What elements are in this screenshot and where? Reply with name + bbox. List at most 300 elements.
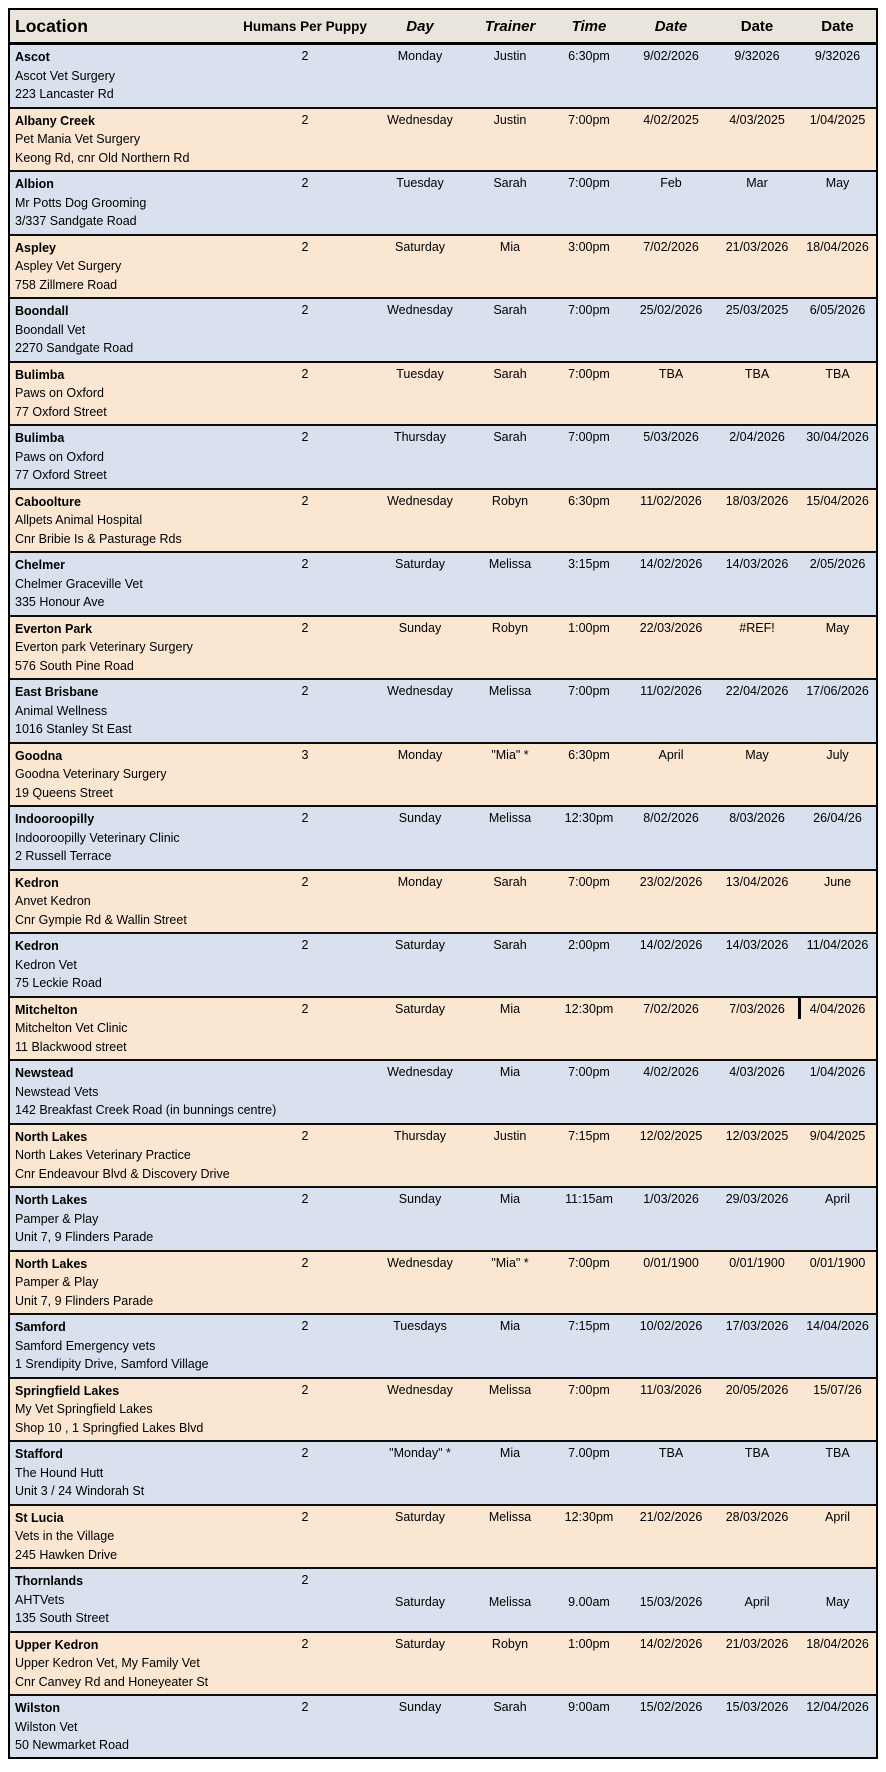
humans-per-puppy-value: 2: [301, 1255, 309, 1270]
day-value: Saturday: [394, 239, 446, 254]
table-row: [10, 1506, 876, 1570]
location-name: Samford: [15, 1320, 66, 1334]
time-value: 9.00am: [568, 1595, 610, 1609]
location-venue: Vets in the Village: [15, 1529, 115, 1543]
date-2-value: 28/03/2026: [725, 1509, 789, 1524]
location-name: Albion: [15, 177, 54, 191]
location-address: 11 Blackwood street: [15, 1039, 127, 1054]
location-name: Kedron: [15, 939, 59, 953]
location-venue: Pamper & Play: [15, 1211, 99, 1226]
date-2-value: #REF!: [739, 620, 775, 635]
location-cell: [10, 426, 240, 488]
location-name: North Lakes: [15, 1256, 88, 1271]
humans-per-puppy-value: 2: [301, 430, 309, 444]
location-cell: [10, 1188, 240, 1250]
date-2-value: 14/03/2026: [725, 557, 789, 571]
day-value: Thursday: [393, 1128, 447, 1143]
location-address: 1 Srendipity Drive, Samford Village: [15, 1357, 209, 1371]
table-row: [10, 1315, 876, 1379]
date-3-value: 15/04/2026: [806, 493, 869, 508]
location-cell: [10, 172, 240, 234]
date-3-value: 17/06/2026: [806, 684, 869, 698]
date-3-value: July: [826, 747, 849, 762]
humans-per-puppy-value: 2: [301, 811, 309, 825]
date-1-value: 4/02/2026: [643, 1065, 699, 1079]
trainer-value: Justin: [493, 1128, 527, 1143]
table-row: [10, 490, 876, 554]
humans-per-puppy-value: 2: [301, 112, 309, 127]
date-2-value: 2/04/2026: [729, 430, 785, 444]
day-value: "Monday" *: [389, 1446, 451, 1460]
time-value: 3:00pm: [568, 239, 610, 254]
trainer-value: Mia: [499, 1001, 521, 1016]
date-2-value: 9/32026: [734, 49, 780, 63]
location-cell: [10, 109, 240, 171]
location-venue: Animal Wellness: [15, 703, 108, 718]
table-row: [10, 1061, 876, 1125]
location-venue: AHTVets: [15, 1592, 65, 1607]
table-row: [10, 744, 876, 808]
humans-per-puppy-value: 2: [301, 557, 309, 571]
date-1-value: 21/02/2026: [639, 1509, 703, 1524]
date-2-value: 18/03/2026: [725, 493, 789, 508]
location-venue: Wilston Vet: [15, 1719, 78, 1734]
location-name: Springfield Lakes: [15, 1383, 120, 1398]
date-3-value: May: [825, 176, 850, 190]
humans-per-puppy-value: 2: [301, 1509, 309, 1524]
location-cell: [10, 1442, 240, 1504]
location-cell: [10, 1252, 240, 1314]
date-3-value: 9/04/2025: [809, 1128, 866, 1143]
location-name: Newstead: [15, 1066, 74, 1080]
location-venue: Ascot Vet Surgery: [15, 68, 116, 83]
location-address: 1016 Stanley St East: [15, 722, 132, 736]
humans-per-puppy-value: 2: [301, 874, 309, 889]
location-address: Unit 7, 9 Flinders Parade: [15, 1293, 154, 1308]
humans-per-puppy-value: 2: [301, 1700, 309, 1714]
location-cell: [10, 236, 240, 298]
location-cell: [10, 998, 240, 1060]
location-cell: [10, 1061, 277, 1123]
location-name: Mitchelton: [15, 1002, 78, 1017]
location-address: 77 Oxford Street: [15, 404, 107, 419]
table-header-row: [10, 10, 876, 45]
date-1-value: 14/02/2026: [639, 557, 703, 571]
trainer-value: Robyn: [491, 620, 529, 635]
humans-per-puppy-value: 2: [301, 493, 309, 508]
time-value: 11:15am: [565, 1192, 613, 1206]
time-value: 7:00pm: [568, 1065, 610, 1079]
date-3-value: May: [825, 1595, 850, 1609]
table-row: [10, 299, 876, 363]
day-value: Wednesday: [387, 1382, 453, 1397]
location-name: Indooroopilly: [15, 812, 95, 826]
date-1-value: 8/02/2026: [643, 811, 699, 825]
time-value: 7.00pm: [568, 1446, 610, 1460]
location-venue: Upper Kedron Vet, My Family Vet: [15, 1656, 200, 1670]
trainer-value: Mia: [499, 1065, 521, 1079]
location-venue: Samford Emergency vets: [15, 1338, 156, 1353]
trainer-value: "Mia" *: [491, 747, 529, 762]
date-3-value: 14/04/2026: [806, 1319, 869, 1333]
location-address: 245 Hawken Drive: [15, 1547, 118, 1562]
date-1-value: 0/01/1900: [643, 1255, 699, 1270]
date-2-value: 0/01/1900: [729, 1255, 785, 1270]
date-3-value: 1/04/2026: [809, 1065, 866, 1079]
location-cell: [10, 1696, 240, 1757]
time-value: 7:00pm: [568, 112, 610, 127]
table-row: [10, 617, 876, 681]
time-value: 7:00pm: [568, 430, 610, 444]
date-2-value: 21/03/2026: [725, 239, 789, 254]
time-value: 12:30pm: [564, 811, 614, 825]
time-value: 7:00pm: [568, 366, 610, 381]
trainer-value: Sarah: [493, 938, 527, 952]
location-cell: [10, 1569, 240, 1631]
table-row: [10, 45, 876, 109]
trainer-value: Sarah: [493, 1700, 527, 1714]
table-row: [10, 236, 876, 300]
humans-per-puppy-value: 2: [301, 176, 309, 190]
date-2-value: 25/03/2025: [725, 303, 789, 317]
humans-per-puppy-value: 2: [301, 239, 309, 254]
table-row: [10, 1696, 876, 1757]
date-1-value: 22/03/2026: [639, 620, 703, 635]
location-cell: [10, 553, 240, 615]
humans-per-puppy-value: 2: [301, 1382, 309, 1397]
table-row: [10, 109, 876, 173]
trainer-value: Robyn: [491, 493, 529, 508]
location-venue: Pamper & Play: [15, 1275, 99, 1289]
puppy-school-schedule-table: [8, 8, 878, 1759]
table-row: [10, 1633, 876, 1697]
humans-per-puppy-value: 2: [301, 1446, 309, 1460]
location-address: 19 Queens Street: [15, 785, 113, 800]
day-value: Monday: [397, 874, 443, 889]
date-2-value: Mar: [746, 176, 768, 190]
day-value: Wednesday: [387, 493, 453, 508]
day-value: Wednesday: [387, 1255, 453, 1270]
col-header-location: Location: [15, 15, 88, 36]
location-venue: Chelmer Graceville Vet: [15, 576, 143, 591]
location-address: 335 Honour Ave: [15, 595, 105, 609]
trainer-value: Melissa: [488, 811, 532, 825]
date-2-value: 20/05/2026: [725, 1382, 789, 1397]
date-3-value: 11/04/2026: [806, 938, 869, 952]
date-3-value: 18/04/2026: [806, 239, 869, 254]
time-value: 6:30pm: [568, 747, 610, 762]
trainer-value: "Mia" *: [491, 1255, 529, 1270]
location-venue: Aspley Vet Surgery: [15, 259, 122, 273]
day-value: Tuesdays: [393, 1319, 447, 1333]
date-1-value: TBA: [658, 366, 684, 381]
location-name: Boondall: [15, 304, 69, 318]
date-3-value: April: [824, 1509, 850, 1524]
location-address: Cnr Endeavour Blvd & Discovery Drive: [15, 1166, 230, 1181]
col-header-date-3: Date: [821, 17, 854, 35]
table-row: [10, 1442, 876, 1506]
date-1-value: 1/03/2026: [643, 1192, 699, 1206]
day-value: Saturday: [394, 1001, 446, 1016]
trainer-value: Mia: [499, 1446, 521, 1460]
location-cell: [10, 934, 240, 996]
date-1-value: 14/02/2026: [639, 1636, 703, 1651]
table-row: [10, 1125, 876, 1189]
time-value: 1:00pm: [568, 620, 610, 635]
date-2-value: May: [745, 747, 769, 762]
location-cell: [10, 744, 240, 806]
location-name: Goodna: [15, 748, 63, 763]
day-value: Saturday: [394, 1595, 446, 1609]
location-venue: Goodna Veterinary Surgery: [15, 767, 167, 781]
date-3-value: 30/04/2026: [806, 430, 869, 444]
date-1-value: 15/03/2026: [639, 1595, 703, 1609]
humans-per-puppy-value: 2: [301, 1636, 309, 1651]
location-address: 142 Breakfast Creek Road (in bunnings centre): [15, 1103, 277, 1117]
location-cell: [10, 45, 240, 107]
date-1-value: 10/02/2026: [639, 1319, 703, 1333]
location-name: North Lakes: [15, 1193, 88, 1207]
col-header-day: Day: [406, 17, 434, 35]
trainer-value: Mia: [499, 239, 521, 254]
location-venue: Mitchelton Vet Clinic: [15, 1021, 128, 1035]
date-1-value: 5/03/2026: [643, 430, 699, 444]
location-address: Unit 3 / 24 Windorah St: [15, 1484, 145, 1498]
date-3-value: 18/04/2026: [806, 1636, 869, 1651]
day-value: Monday: [397, 747, 443, 762]
date-1-value: 14/02/2026: [639, 938, 703, 952]
time-value: 9:00am: [568, 1700, 610, 1714]
day-value: Saturday: [394, 1509, 446, 1524]
trainer-value: Melissa: [488, 1595, 532, 1609]
date-2-value: 29/03/2026: [725, 1192, 789, 1206]
location-name: Wilston: [15, 1701, 61, 1715]
date-3-value: 26/04/26: [813, 811, 862, 825]
day-value: Sunday: [398, 811, 442, 825]
date-2-value: 7/03/2026: [729, 1001, 785, 1016]
date-2-value: 15/03/2026: [725, 1700, 789, 1714]
table-row: [10, 1569, 876, 1633]
location-cell: [10, 617, 240, 679]
location-address: Cnr Canvey Rd and Honeyeater St: [15, 1674, 209, 1689]
day-value: Saturday: [394, 557, 446, 571]
col-header-time: Time: [571, 17, 607, 35]
humans-per-puppy-value: 2: [301, 49, 309, 63]
time-value: 7:00pm: [568, 684, 610, 698]
location-name: Kedron: [15, 875, 59, 890]
time-value: 7:00pm: [568, 1255, 610, 1270]
day-value: Monday: [397, 49, 443, 63]
location-cell: [10, 1379, 240, 1441]
date-3-value: 2/05/2026: [809, 557, 866, 571]
date-2-value: 14/03/2026: [725, 938, 789, 952]
date-1-value: 15/02/2026: [639, 1700, 703, 1714]
location-address: 576 South Pine Road: [15, 658, 134, 673]
date-2-value: 22/04/2026: [725, 684, 789, 698]
location-name: Ascot: [15, 50, 50, 64]
time-value: 7:15pm: [568, 1319, 610, 1333]
date-3-value: 0/01/1900: [809, 1255, 866, 1270]
location-address: Cnr Bribie Is & Pasturage Rds: [15, 531, 182, 546]
location-address: Cnr Gympie Rd & Wallin Street: [15, 912, 187, 927]
trainer-value: Justin: [493, 49, 527, 63]
location-name: North Lakes: [15, 1129, 88, 1144]
time-value: 7:00pm: [568, 1382, 610, 1397]
day-value: Saturday: [394, 938, 446, 952]
time-value: 12:30pm: [564, 1509, 614, 1524]
location-cell: [10, 680, 240, 742]
day-value: Thursday: [393, 430, 447, 444]
day-value: Wednesday: [387, 303, 453, 317]
time-value: 7:00pm: [568, 176, 610, 190]
date-2-value: 4/03/2026: [729, 1065, 785, 1079]
location-address: 2270 Sandgate Road: [15, 341, 134, 355]
col-header-humans-per-puppy: Humans Per Puppy: [243, 18, 367, 34]
humans-per-puppy-value: 2: [301, 1319, 309, 1333]
location-name: Albany Creek: [15, 113, 95, 128]
day-value: Wednesday: [387, 112, 453, 127]
location-venue: My Vet Springfield Lakes: [15, 1402, 153, 1416]
time-value: 7:00pm: [568, 303, 610, 317]
table-row: [10, 553, 876, 617]
location-address: 223 Lancaster Rd: [15, 87, 114, 101]
date-3-value: TBA: [825, 366, 850, 381]
trainer-value: Sarah: [493, 366, 527, 381]
location-venue: Paws on Oxford: [15, 386, 104, 400]
time-value: 7:15pm: [568, 1128, 610, 1143]
table-body: [10, 45, 876, 1757]
humans-per-puppy-value: 2: [301, 1573, 309, 1587]
date-3-value: 6/05/2026: [809, 303, 866, 317]
trainer-value: Sarah: [493, 176, 527, 190]
date-1-value: 11/02/2026: [640, 684, 702, 698]
day-value: Saturday: [394, 1636, 446, 1651]
location-venue: Boondall Vet: [15, 322, 86, 337]
date-2-value: TBA: [744, 366, 770, 381]
time-value: 6:30pm: [568, 49, 610, 63]
date-3-value: 1/04/2025: [809, 112, 866, 127]
location-name: Bulimba: [15, 431, 65, 445]
time-value: 2:00pm: [568, 938, 610, 952]
location-name: Chelmer: [15, 558, 66, 572]
date-3-value: May: [825, 620, 850, 635]
location-cell: [10, 1315, 240, 1377]
location-name: St Lucia: [15, 1510, 64, 1525]
date-1-value: 7/02/2026: [643, 1001, 699, 1016]
location-venue: Indooroopilly Veterinary Clinic: [15, 830, 180, 845]
location-address: 3/337 Sandgate Road: [15, 214, 137, 228]
trainer-value: Melissa: [488, 1382, 532, 1397]
date-3-value: June: [823, 874, 852, 889]
location-cell: [10, 1506, 240, 1568]
date-2-value: 21/03/2026: [725, 1636, 789, 1651]
date-1-value: 4/02/2025: [643, 112, 699, 127]
location-name: Stafford: [15, 1447, 63, 1461]
humans-per-puppy-value: 2: [301, 620, 309, 635]
date-1-value: 12/02/2025: [639, 1128, 703, 1143]
col-header-date-2: Date: [740, 17, 774, 35]
location-venue: Pet Mania Vet Surgery: [15, 132, 141, 146]
date-2-value: 4/03/2025: [729, 112, 785, 127]
date-3-value: 12/04/2026: [806, 1700, 869, 1714]
date-1-value: 23/02/2026: [639, 874, 703, 889]
location-venue: Kedron Vet: [15, 957, 77, 972]
location-name: Bulimba: [15, 367, 65, 382]
trainer-value: Mia: [499, 1319, 521, 1333]
date-2-value: 13/04/2026: [725, 874, 789, 889]
day-value: Sunday: [398, 1700, 442, 1714]
location-name: Upper Kedron: [15, 1637, 99, 1652]
table-row: [10, 363, 876, 427]
table-row: [10, 934, 876, 998]
date-3-value: 15/07/26: [813, 1382, 862, 1397]
trainer-value: Justin: [493, 112, 527, 127]
location-address: 758 Zillmere Road: [15, 277, 118, 292]
date-1-value: 11/02/2026: [640, 493, 702, 508]
time-value: 6:30pm: [568, 493, 610, 508]
date-2-value: 17/03/2026: [725, 1319, 789, 1333]
humans-per-puppy-value: 2: [301, 1192, 309, 1206]
table-row: [10, 998, 876, 1062]
location-cell: [10, 363, 240, 425]
trainer-value: Melissa: [488, 684, 532, 698]
location-name: Caboolture: [15, 494, 81, 509]
time-value: 7:00pm: [568, 874, 610, 889]
trainer-value: Sarah: [493, 303, 527, 317]
humans-per-puppy-value: 2: [301, 938, 309, 952]
location-cell: [10, 807, 240, 869]
humans-per-puppy-value: 2: [301, 303, 309, 317]
date-2-value: 12/03/2025: [725, 1128, 789, 1143]
location-name: Everton Park: [15, 621, 93, 636]
date-1-value: 11/03/2026: [640, 1382, 702, 1397]
day-value: Sunday: [398, 620, 442, 635]
location-address: Keong Rd, cnr Old Northern Rd: [15, 150, 190, 165]
humans-per-puppy-value: 3: [301, 747, 309, 762]
col-header-trainer: Trainer: [484, 17, 536, 35]
location-name: Aspley: [15, 240, 56, 255]
trainer-value: Mia: [499, 1192, 521, 1206]
day-value: Tuesday: [396, 366, 444, 381]
location-cell: [10, 871, 240, 933]
date-1-value: 25/02/2026: [639, 303, 703, 317]
date-1-value: TBA: [658, 1446, 684, 1460]
trainer-value: Sarah: [493, 430, 527, 444]
table-row: [10, 1188, 876, 1252]
date-1-value: 7/02/2026: [643, 239, 699, 254]
location-venue: North Lakes Veterinary Practice: [15, 1148, 191, 1162]
humans-per-puppy-value: 2: [301, 684, 309, 698]
location-cell: [10, 1125, 240, 1187]
location-address: Shop 10 , 1 Springfied Lakes Blvd: [15, 1420, 204, 1435]
trainer-value: Robyn: [491, 1636, 529, 1651]
location-cell: [10, 1633, 240, 1695]
table-row: [10, 426, 876, 490]
location-venue: Paws on Oxford: [15, 449, 104, 464]
date-2-value: 8/03/2026: [729, 811, 785, 825]
table-row: [10, 680, 876, 744]
col-header-date-1: Date: [654, 17, 688, 35]
location-name: Thornlands: [15, 1574, 84, 1588]
table-row: [10, 871, 876, 935]
date-3-value: 9/32026: [814, 49, 861, 63]
trainer-value: Melissa: [488, 1509, 532, 1524]
day-value: Tuesday: [396, 176, 444, 190]
date-1-value: April: [658, 747, 684, 762]
date-2-value: TBA: [744, 1446, 770, 1460]
location-address: Unit 7, 9 Flinders Parade: [15, 1230, 154, 1244]
trainer-value: Sarah: [493, 874, 527, 889]
